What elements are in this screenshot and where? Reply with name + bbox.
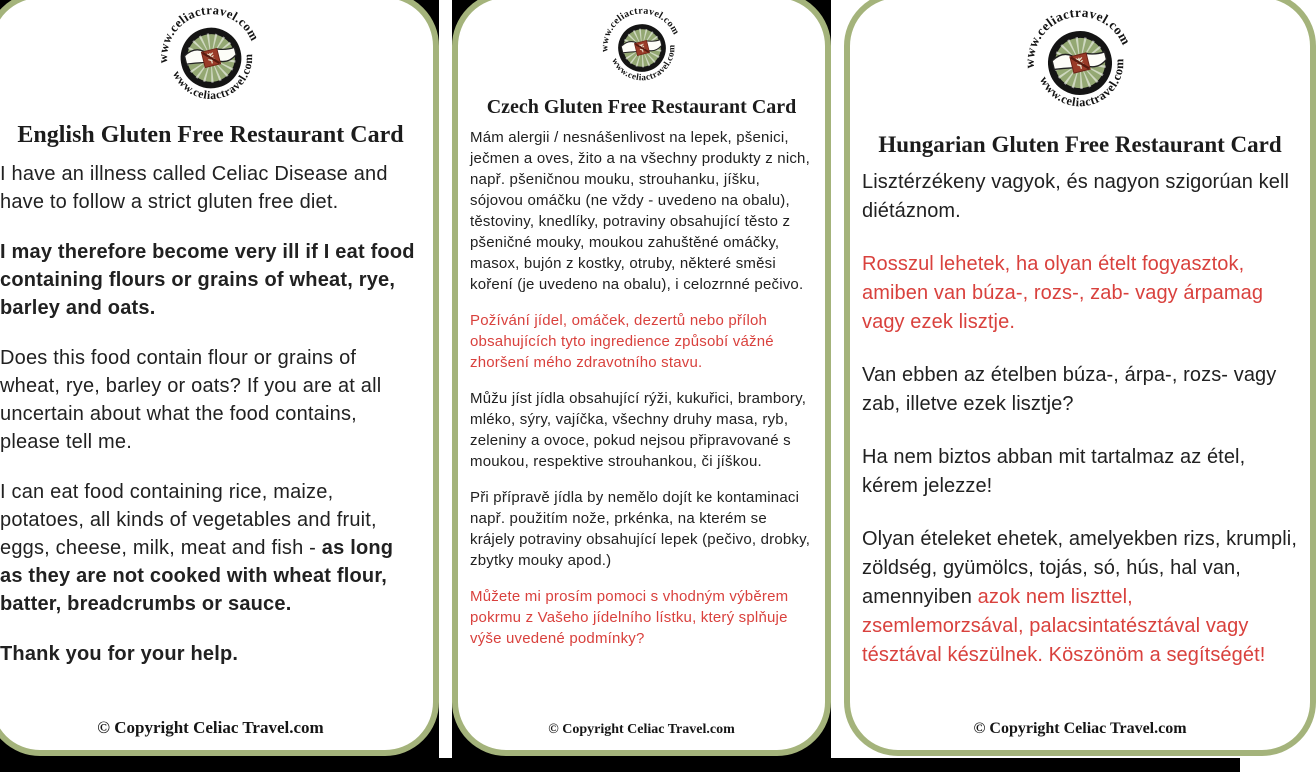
celiactravel-logo [155, 2, 267, 114]
gluten-free-card-czech [452, 0, 831, 756]
celiactravel-logo [1021, 4, 1139, 122]
paragraph [470, 388, 813, 472]
paragraph [470, 310, 813, 373]
celiactravel-logo [598, 4, 686, 92]
text-run-normal: Můžu jíst jídla obsahující rýži, kukuřici, brambory, mléko, sýry, vajíčka, všechny druhy masa, ryb, zeleniny a ovoce, pokud nejsou připravované s moukou, respektive strouhankou, či jíškou. [470, 390, 807, 470]
paragraph [470, 127, 813, 295]
text-run-red: Rosszul lehetek, ha olyan ételt fogyasztok, amiben van búza-, rozs-, zab- vagy árpamag vagy ezek lisztje. [862, 253, 1264, 334]
text-run-normal: Lisztérzékeny vagyok, és nagyon szigorúan kell diétáznom. [862, 171, 1290, 223]
text-run-normal: Van ebben az ételben búza-, árpa-, rozs- vagy zab, illetve ezek lisztje? [862, 364, 1277, 416]
text-run-normal: Mám alergii / nesnášenlivost na lepek, pšenici, ječmen a oves, žito a na všechny produkty z nich, např. pšeničnou mouku, strouhanku, jíšku, sójovou omáčku (ne vždy - uvedeno na obalu), těstoviny, knedlíky, potraviny obsahující těsto z pšeničné mouky, moukou zahuštěné omáčky, masox, bujón z kostky, otruby, některé směsi koření (je uvedeno na obalu), i celozrnné pečivo. [470, 129, 810, 293]
card-title-english: English Gluten Free Restaurant Card [17, 122, 404, 148]
card-body-english [0, 160, 421, 690]
card-title-hungarian: Hungarian Gluten Free Restaurant Card [878, 132, 1282, 157]
logo-url-text-top: www.celiactravel.com [1021, 4, 1134, 69]
paragraph [470, 487, 813, 571]
card-slot-czech [452, 0, 831, 758]
card-gutter [439, 0, 452, 758]
gluten-free-card-hungarian [844, 0, 1316, 756]
text-run-bold: I may therefore become very ill if I eat food containing flours or grains of wheat, rye, barley and oats. [0, 240, 415, 319]
text-run-red: Požívání jídel, omáček, dezertů nebo příloh obsahujících tyto ingredience způsobí vážné zhoršení mého zdravotního stavu. [470, 312, 774, 371]
card-gutter [831, 0, 844, 758]
text-run-normal: I can eat food containing rice, maize, potatoes, all kinds of vegetables and fruit, eggs, cheese, milk, meat and fish - [0, 480, 377, 559]
celiactravel-logo-graphic [598, 4, 686, 92]
card-body-hungarian [862, 168, 1298, 694]
paragraph [470, 586, 813, 649]
copyright-line: © Copyright Celiac Travel.com [548, 722, 735, 737]
text-run-bold: as long as they are not cooked with wheat flour, batter, breadcrumbs or sauce. [0, 536, 394, 615]
paragraph [0, 344, 421, 456]
paragraph [862, 250, 1298, 337]
logo-url-text-bottom: www.celiactravel.com [609, 44, 676, 83]
card-title-czech: Czech Gluten Free Restaurant Card [486, 96, 797, 118]
copyright-line: © Copyright Celiac Travel.com [973, 720, 1187, 737]
copyright-line: © Copyright Celiac Travel.com [97, 718, 324, 737]
paragraph [0, 640, 421, 668]
text-run-red: Můžete mi prosím pomoci s vhodným výběrem pokrmu z Vašeho jídelního lístku, který splňuje výše uvedené podmínky? [470, 588, 789, 647]
paragraph [0, 478, 421, 618]
celiactravel-logo-graphic [155, 2, 267, 114]
paragraph [862, 168, 1298, 226]
text-run-red: azok nem liszttel, zsemlemorzsával, palacsintatésztával vagy tésztával készülnek. Köszönöm a segítségét! [862, 586, 1266, 667]
gluten-free-card-english [0, 0, 439, 756]
text-run-normal: Při přípravě jídla by nemělo dojít ke kontaminaci např. použitím nože, prkénka, na kterém se krájely potraviny obsahující lepek (pečivo, drobky, zbytky mouky apod.) [470, 489, 811, 569]
celiactravel-logo-graphic [1021, 4, 1139, 122]
logo-url-text-top: www.celiactravel.com [155, 3, 262, 64]
card-slot-english [0, 0, 439, 758]
card-slot-hungarian [844, 0, 1316, 758]
paragraph [862, 525, 1298, 670]
logo-url-text-top: www.celiactravel.com [599, 5, 681, 53]
paragraph [0, 160, 421, 216]
text-run-bold: Thank you for your help. [0, 642, 239, 665]
paragraph [862, 443, 1298, 501]
paragraph [862, 361, 1298, 419]
text-run-normal: Does this food contain flour or grains of wheat, rye, barley or oats? If you are at all uncertain about what the food contains, please tell me. [0, 346, 382, 453]
bottom-black-strip [0, 758, 1240, 772]
card-body-czech [470, 127, 813, 664]
logo-url-text-bottom: www.celiactravel.com [1036, 58, 1127, 110]
text-run-normal: I have an illness called Celiac Disease and have to follow a strict gluten free diet. [0, 162, 388, 213]
paragraph [0, 238, 421, 322]
text-run-normal: Ha nem biztos abban mit tartalmaz az étel, kérem jelezze! [862, 446, 1246, 498]
logo-url-text-bottom: www.celiactravel.com [169, 53, 255, 103]
text-run-normal: Olyan ételeket ehetek, amelyekben rizs, krumpli, zöldség, gyümölcs, tojás, só, hús, hal van, amennyiben [862, 528, 1297, 609]
